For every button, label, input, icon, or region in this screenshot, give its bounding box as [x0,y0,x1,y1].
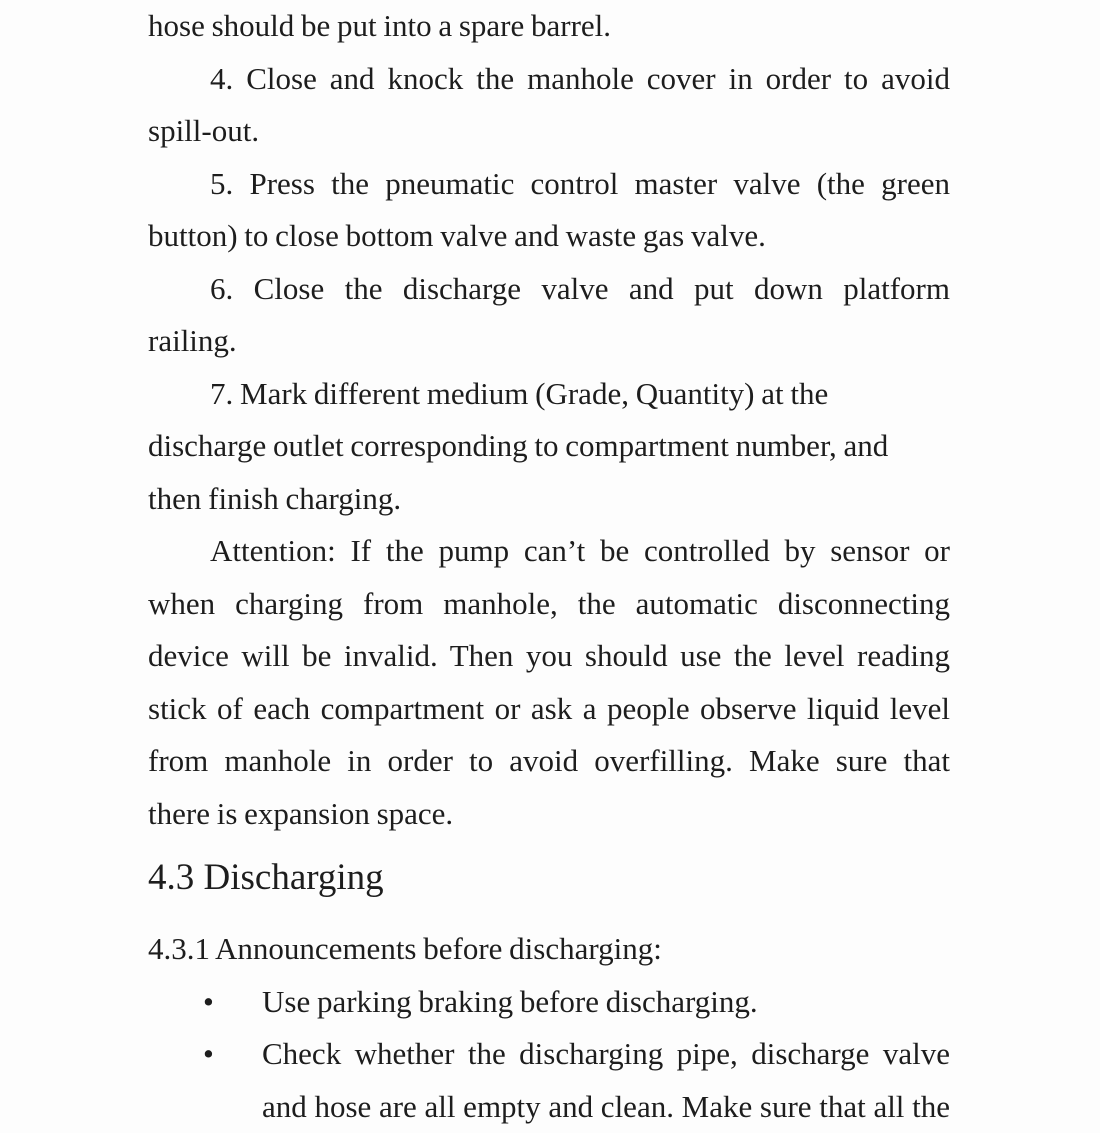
subsection-heading: 4.3.1 Announcements before discharging: [148,923,950,976]
text-line: when charging from manhole, the automatic disconnecting [148,578,950,631]
paragraph-step-7 [148,368,950,526]
paragraph-step-4 [148,53,950,158]
bullet-parking-brake [148,976,950,1029]
text-line: railing. [148,315,950,368]
bullet-icon: • [203,976,223,1029]
text-line: 4. Close and knock the manhole cover in order to avoid [148,53,950,106]
text-line: device will be invalid. Then you should use the level reading [148,630,950,683]
paragraph-step-5 [148,158,950,263]
paragraph-attention [148,525,950,840]
bullet-text: Check whether the discharging pipe, discharge valve [262,1036,950,1071]
text-line: Attention: If the pump can’t be controlled by sensor or [148,525,950,578]
bullet-text: and hose are all empty and clean. Make sure that all the [262,1089,950,1124]
text-line: hose should be put into a spare barrel. [148,0,950,53]
text-block [148,0,950,1133]
text-line: there is expansion space. [148,788,950,841]
bullet-line [148,1028,950,1081]
bullet-text: Use parking braking before discharging. [262,984,758,1019]
text-line: 7. Mark different medium (Grade, Quantity) at the [148,368,950,421]
bullet-check-pipe [148,1028,950,1133]
text-line: from manhole in order to avoid overfilling. Make sure that [148,735,950,788]
bullet-line [148,976,950,1029]
text-line: stick of each compartment or ask a people observe liquid level [148,683,950,736]
text-line: then finish charging. [148,473,950,526]
text-line: button) to close bottom valve and waste gas valve. [148,210,950,263]
text-line: discharge outlet corresponding to compartment number, and [148,420,950,473]
bullet-line [148,1081,950,1133]
bullet-icon: • [203,1028,223,1081]
section-heading: 4.3 Discharging [148,845,950,911]
text-line: spill-out. [148,105,950,158]
text-line: 6. Close the discharge valve and put down platform [148,263,950,316]
paragraph-step-6 [148,263,950,368]
paragraph-hose-tail [148,0,950,53]
text-line: 5. Press the pneumatic control master valve (the green [148,158,950,211]
